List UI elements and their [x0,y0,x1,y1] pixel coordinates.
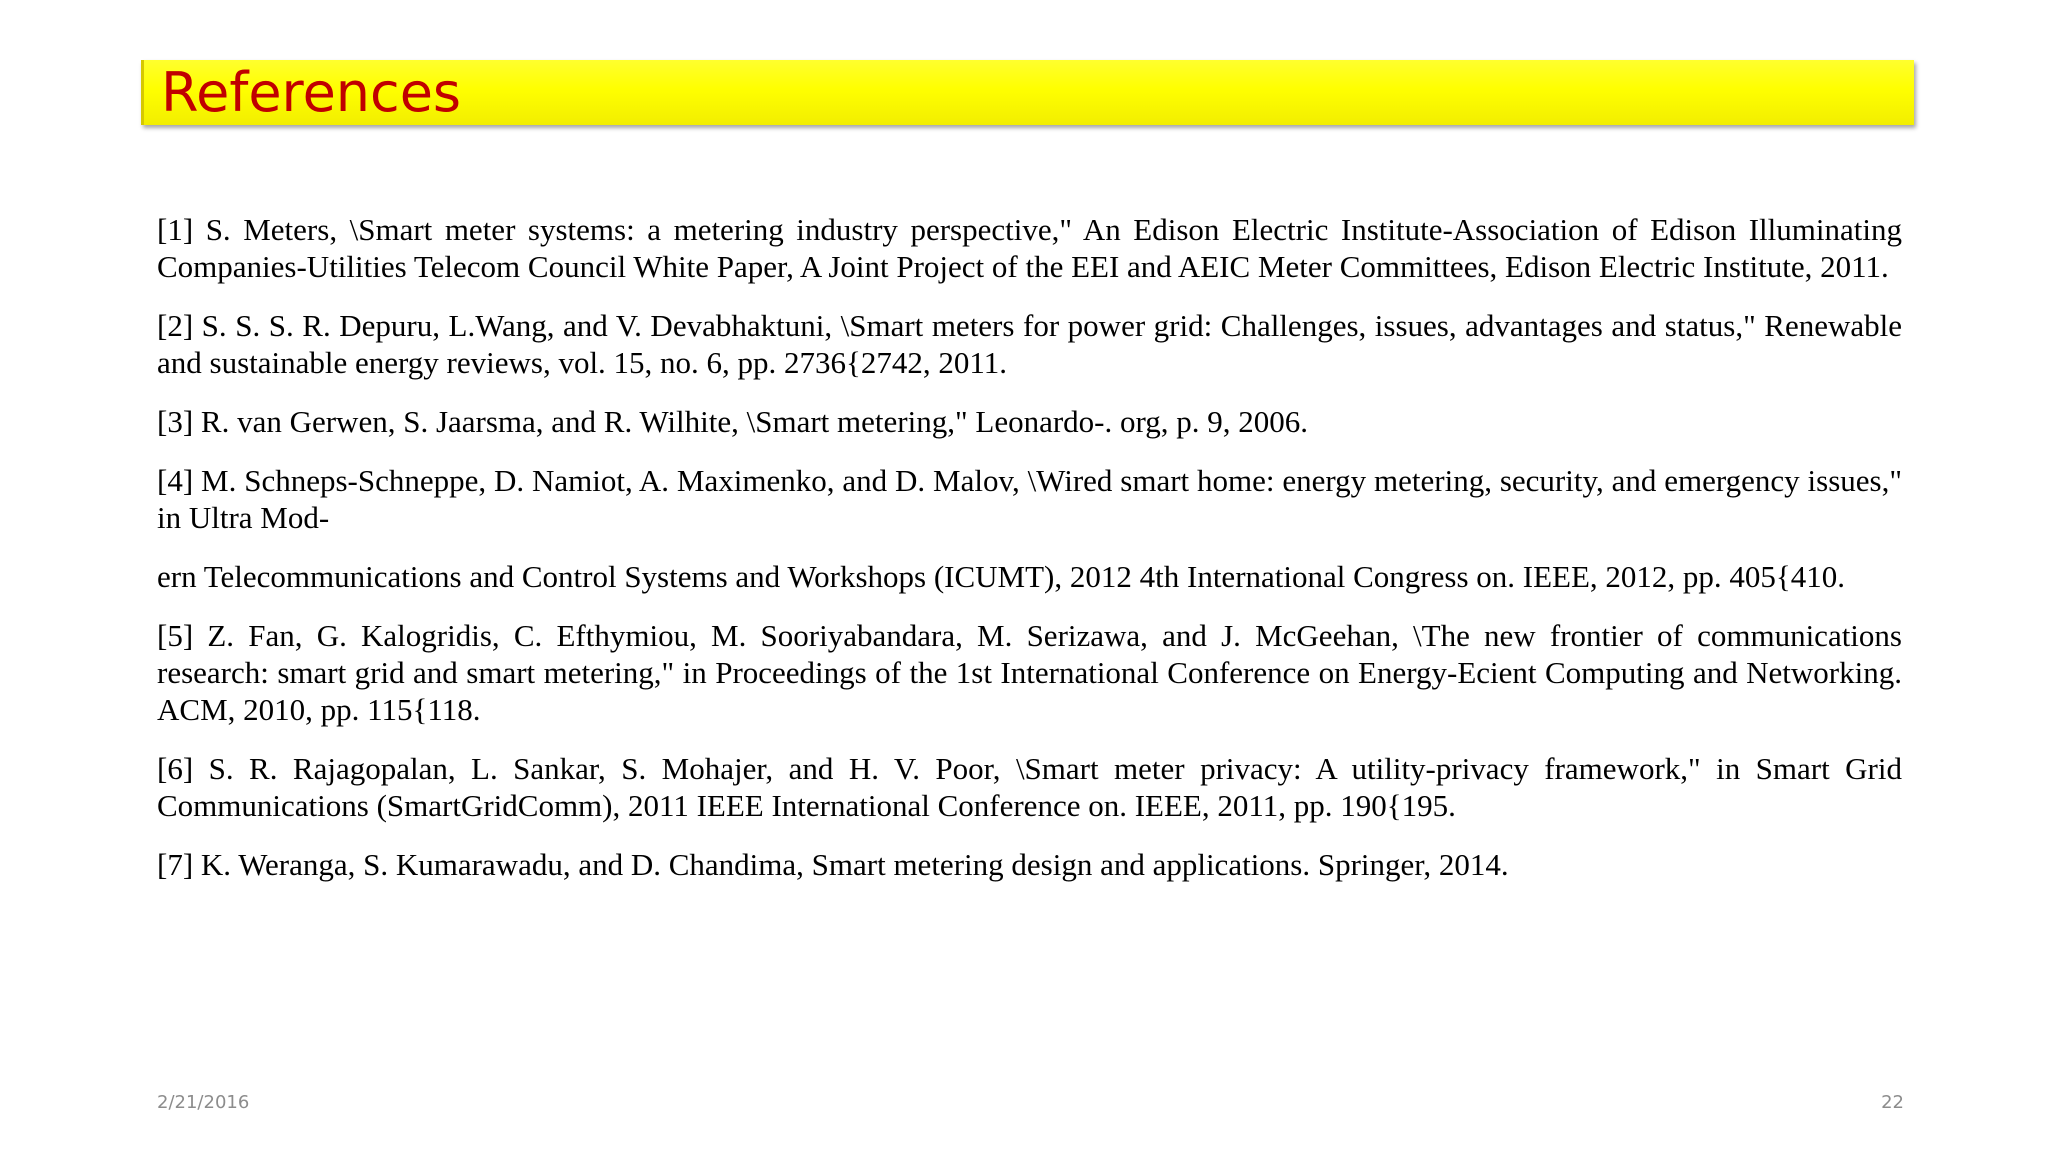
reference-item-4-continued: ern Telecommunications and Control Systems and Workshops (ICUMT), 2012 4th International Congress on. IEEE, 2012, pp. 405{410. [157,559,1846,594]
footer-page-number: 22 [1881,1092,1904,1113]
reference-item-3: [3] R. van Gerwen, S. Jaarsma, and R. Wilhite, \Smart metering," Leonardo-. org, p. 9, 2006. [157,404,1308,439]
reference-item-6: [6] S. R. Rajagopalan, L. Sankar, S. Mohajer, and H. V. Poor, \Smart meter privacy: A utility-privacy framework," in Smart Grid Communications (SmartGridComm), 2011 IEEE International Conference on. IEEE, 2011, pp. 190{195. [157,751,1902,823]
reference-item-4: [4] M. Schneps-Schneppe, D. Namiot, A. Maximenko, and D. Malov, \Wired smart home: energy metering, security, and emergency issues," in Ultra Mod- [157,463,1902,535]
slide-title: References [161,61,462,124]
reference-item-7: [7] K. Weranga, S. Kumarawadu, and D. Chandima, Smart metering design and applications. Springer, 2014. [157,847,1509,882]
reference-item-5: [5] Z. Fan, G. Kalogridis, C. Efthymiou, M. Sooriyabandara, M. Serizawa, and J. McGeehan, \The new frontier of communications research: smart grid and smart metering," in Proceedings of the 1st International Conference on Energy-Ecient Computing and Networking. ACM, 2010, pp. 115{118. [157,618,1902,727]
footer-date: 2/21/2016 [157,1092,250,1113]
reference-item-1: [1] S. Meters, \Smart meter systems: a metering industry perspective," An Edison Electric Institute-Association of Edison Illuminating Companies-Utilities Telecom Council White Paper, A Joint Project of the EEI and AEIC Meter Committees, Edison Electric Institute, 2011. [157,212,1902,284]
reference-list [157,211,1902,905]
title-bar [141,60,1914,125]
reference-item-2: [2] S. S. S. R. Depuru, L.Wang, and V. Devabhaktuni, \Smart meters for power grid: Challenges, issues, advantages and status," Renewable and sustainable energy reviews, vol. 15, no. 6, pp. 2736{2742, 2011. [157,308,1902,380]
